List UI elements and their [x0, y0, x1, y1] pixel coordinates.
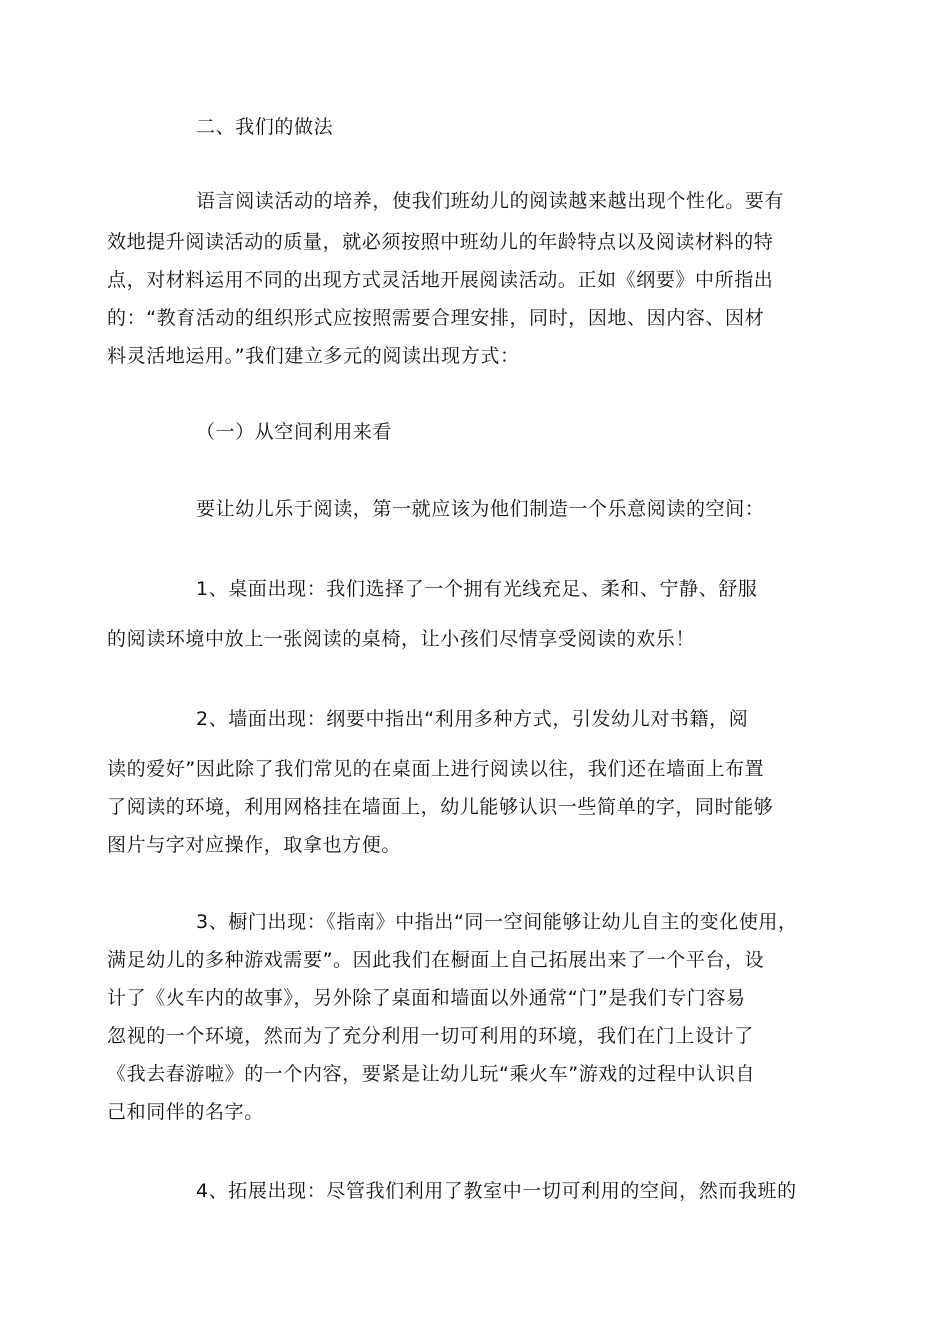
paragraph-line: 点，对材料运用不同的出现方式灵活地开展阅读活动。正如《纲要》中所指出	[107, 269, 774, 291]
paragraph-line: 了阅读的环境，利用网格挂在墙面上，幼儿能够认识一些简单的字，同时能够	[107, 796, 774, 818]
paragraph-line: 读的爱好”因此除了我们常见的在桌面上进行阅读以往，我们还在墙面上布置	[107, 758, 765, 780]
paragraph-line: 效地提升阅读活动的质量，就必须按照中班幼儿的年龄特点以及阅读材料的特	[107, 231, 774, 253]
paragraph-line: 2、墙面出现：纲要中指出“利用多种方式，引发幼儿对书籍，阅	[196, 708, 749, 730]
paragraph-space: 要让幼儿乐于阅读，第一就应该为他们制造一个乐意阅读的空间：	[196, 498, 765, 520]
subsection-heading: （一）从空间利用来看	[196, 421, 393, 443]
paragraph-line: 《我去春游啦》的一个内容，要紧是让幼儿玩“乘火车”游戏的过程中认识自	[107, 1063, 756, 1085]
paragraph-line: 忽视的一个环境，然而为了充分利用一切可利用的环境，我们在门上设计了	[107, 1025, 754, 1047]
paragraph-line: 的：“教育活动的组织形式应按照需要合理安排，同时，因地、因内容、因材	[107, 307, 765, 329]
paragraph-line: 满足幼儿的多种游戏需要”。因此我们在橱面上自己拓展出来了一个平台，设	[107, 949, 765, 971]
paragraph-line: 4、拓展出现：尽管我们利用了教室中一切可利用的空间，然而我班的	[196, 1180, 797, 1202]
paragraph-line: 语言阅读活动的培养，使我们班幼儿的阅读越来越出现个性化。要有	[196, 190, 785, 212]
paragraph-line: 3、橱门出现：《指南》中指出“同一空间能够让幼儿自主的变化使用，	[196, 911, 798, 933]
paragraph-line: 料灵活地运用。”我们建立多元的阅读出现方式：	[107, 345, 520, 367]
section-heading: 二、我们的做法	[196, 116, 334, 138]
paragraph-line: 计了《火车内的故事》，另外除了桌面和墙面以外通常“门”是我们专门容易	[107, 987, 746, 1009]
paragraph-line: 己和同伴的名字。	[107, 1101, 264, 1123]
paragraph-line: 1、桌面出现：我们选择了一个拥有光线充足、柔和、宁静、舒服	[196, 578, 758, 600]
paragraph-line: 图片与字对应操作，取拿也方便。	[107, 834, 402, 856]
paragraph-line: 的阅读环境中放上一张阅读的桌椅，让小孩们尽情享受阅读的欢乐！	[107, 628, 696, 650]
